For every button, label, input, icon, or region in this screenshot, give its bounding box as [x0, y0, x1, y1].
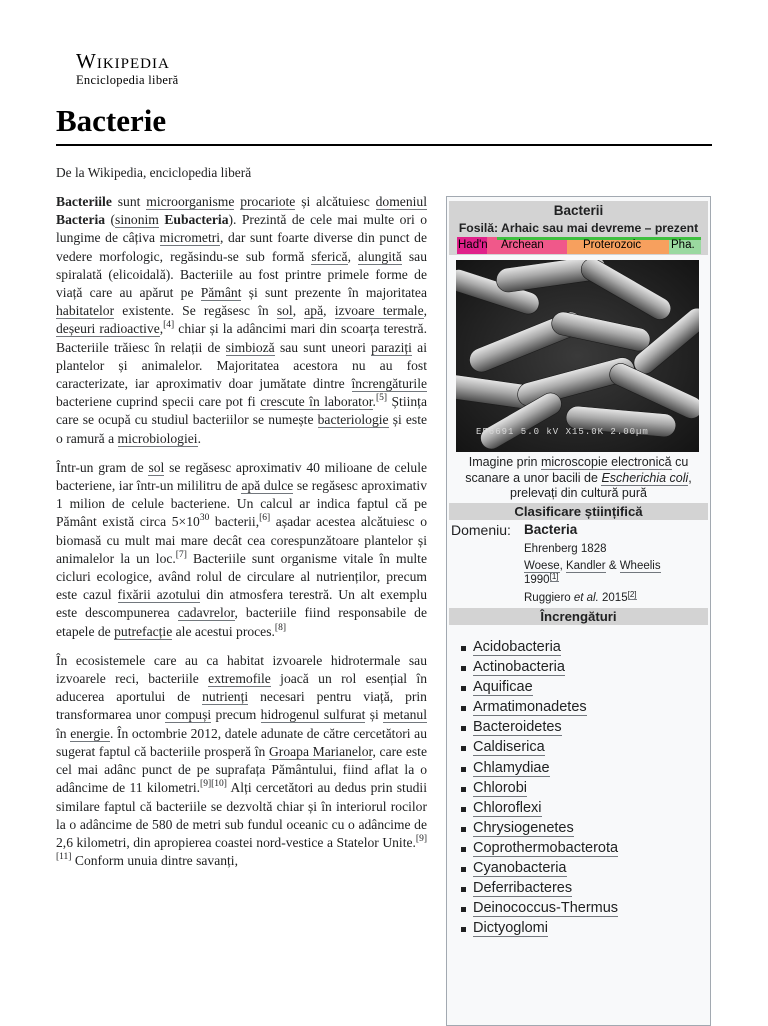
ref-link[interactable]: [7] — [175, 549, 187, 560]
phylum-link[interactable]: Armatimonadetes — [473, 699, 587, 716]
phylum-item — [461, 778, 618, 798]
link[interactable]: paraziți — [371, 339, 412, 355]
link[interactable]: simbioză — [225, 339, 275, 355]
svg-text:EF6691 5.0 kV X15.0K 2.00µm: EF6691 5.0 kV X15.0K 2.00µm — [476, 427, 649, 437]
link[interactable]: compuși — [165, 707, 212, 723]
phylum-link[interactable]: Coprothermobacterota — [473, 839, 619, 856]
ref-link[interactable]: [6] — [259, 513, 271, 524]
phylum-item — [461, 858, 618, 878]
paragraph-3: În ecosistemele care au ca habitat izvoarele hidrotermale sau izvoarele reci, bacteriile extremofile joacă un rol esențial în aducerea aportului de nutrienți necesari pentru viață, prin transformarea unor compuși precum hidrogenul sulfurat și metanul în energie. În octombrie 2012, datele adunate de către cercetători au sugerat faptul că bacteriile prosperă în Groapa Marianelor, care este cel mai adânc punct de pe suprafața Pământului, fiind aflat la o adâncime de 11 kilometri.[9][10] Alți cercetători au dedus prin studii similare faptul că bacteriile se dezvoltă chiar și în interiorul rocilor la o adâncime de 580 de metri sub fundul oceanic cu o adâncime de 2,6 kilometri, din apropierea coastei nord-vestice a Statelor Unite.[9][11] Conform unuia dintre savanți, — [56, 652, 427, 869]
caption-link[interactable]: Escherichia coli — [601, 470, 689, 485]
link[interactable]: habitatelor — [56, 303, 115, 319]
link[interactable]: bacteriologie — [317, 412, 389, 428]
ref-link[interactable]: [1] — [549, 572, 559, 581]
domain-label: Domeniu: — [451, 522, 511, 538]
infobox-title: Bacterii — [553, 203, 604, 218]
phylum-item — [461, 818, 618, 838]
phylum-item — [461, 898, 618, 918]
paragraph-1: Bacteriile sunt microorganisme procariote și alcătuiesc domeniul Bacteria (sinonim Eubacteria). Prezintă de cele mai multe ori o lungime de câțiva micrometri, dar sunt foarte diverse din punct de vedere morfologic, regăsindu-se sub formă sferică, alungită sau spiralată (elicoidală). Bacteriile au fost printre primele forme de viață care au apărut pe Pământ și sunt prezente în majoritatea habitatelor existente. Se regăsesc în sol, apă, izvoare termale, deșeuri radioactive,[4] chiar și la adâncimi mari din scoarța terestră. Bacteriile trăiesc în relații de simbioză sau sunt uneori paraziți ai plantelor și animalelor. Majoritatea acestora nu au fost caracterizate, iar aproximativ doar jumătate dintre încrengăturile bacteriene cuprind specii care pot fi crescute în laborator.[5] Știința care se ocupă cu studiul bacteriilor se numește bacteriologie și este o ramură a microbiologiei. — [56, 194, 428, 446]
link[interactable]: Groapa Marianelor — [268, 743, 373, 759]
wikipedia-logo[interactable] — [76, 50, 179, 87]
link[interactable]: crescute în laborator — [260, 394, 373, 410]
image-caption: Imagine prin microscopie electronică cu scanare a unor bacili de Escherichia coli, prelevați din cultură pură — [465, 455, 692, 500]
phylum-item — [461, 758, 618, 778]
link[interactable]: metanul — [383, 707, 427, 723]
link[interactable]: deșeuri radioactive — [56, 321, 160, 337]
geologic-timeline[interactable] — [457, 237, 701, 254]
phylum-link[interactable]: Cyanobacteria — [473, 860, 567, 877]
phylum-link[interactable]: Acidobacteria — [473, 639, 561, 655]
timeline-label: Had'n — [458, 239, 488, 251]
logo-tagline: Enciclopedia liberă — [76, 73, 179, 87]
link[interactable]: apă — [304, 303, 324, 319]
phylum-item — [461, 737, 618, 757]
ref-link[interactable]: [9] — [200, 779, 212, 790]
ref-link[interactable]: [10] — [211, 779, 227, 790]
phylum-link[interactable]: Dictyoglomi — [473, 920, 548, 937]
authority-link[interactable]: Woese — [524, 560, 560, 572]
phylum-link[interactable]: Chlorobi — [473, 779, 527, 796]
phylum-item — [461, 657, 618, 677]
link[interactable]: micrometri — [159, 230, 221, 246]
link[interactable]: putrefacție — [114, 623, 173, 639]
ref-link[interactable]: [8] — [274, 622, 286, 633]
link[interactable]: izvoare termale — [334, 303, 424, 319]
phylum-item — [461, 717, 618, 737]
timeline-label: Pha. — [671, 239, 695, 251]
phylum-item — [461, 697, 618, 717]
title-divider — [56, 144, 712, 146]
authority-link[interactable]: Wheelis — [619, 560, 661, 572]
link[interactable]: cadavrelor — [177, 605, 235, 621]
link[interactable]: hidrogenul sulfurat — [260, 707, 366, 723]
phylum-link[interactable]: Deferribacteres — [473, 880, 573, 897]
link[interactable]: energie — [70, 725, 110, 741]
authority: Ruggiero et al. 2015[2] — [524, 590, 637, 604]
authority-link[interactable]: Kandler — [565, 560, 606, 572]
page-title: Bacterie — [56, 103, 167, 138]
phylum-link[interactable]: Caldiserica — [473, 739, 545, 756]
phylum-item — [461, 798, 618, 818]
infobox-header — [449, 201, 708, 255]
authority: 1990[1] — [524, 572, 559, 586]
link[interactable]: sferică — [311, 248, 348, 264]
link[interactable]: apă dulce — [241, 478, 294, 494]
caption-link[interactable]: microscopie electronică — [540, 455, 672, 469]
phyla-list — [461, 637, 618, 938]
phylum-item — [461, 918, 618, 938]
phyla-header: Încrengături — [449, 608, 708, 625]
timeline-label: Archean — [501, 239, 544, 251]
link[interactable]: încrengăturile — [351, 376, 427, 392]
link[interactable]: nutrienți — [202, 689, 249, 705]
link[interactable]: Pământ — [200, 285, 242, 301]
paragraph-2: Într-un gram de sol se regăsesc aproximativ 40 milioane de celule bacteriene, iar într-un mililitru de apă dulce se regăsesc aproximativ 1 milion de celule bacteriene. Un calcul ar indica faptul că pe Pământ există circa $5\times 10^{30}$ bacterii,[6] așadar acestea alcătuiesc o biomasă cu mult mai mare decât cea corespunzătoare plantelor și animalelor la un loc.[7] Bacteriile sunt organisme vitale în multe cicluri ecologice, având rolul de circulare al nutrienților, precum este cazul fixării azotului din atmosfera terestră. Un alt exemplu este descompunerea cadavrelor, bacteriile fiind responsabile de etapele de putrefacție ale acestui proces.[8] — [56, 459, 428, 639]
ref-link[interactable]: [11] — [56, 852, 72, 863]
ref-link[interactable]: [5] — [375, 393, 388, 404]
exponent: 30 — [199, 513, 210, 524]
domain-name: Bacteria — [524, 522, 578, 537]
link[interactable]: extremofile — [208, 671, 271, 687]
ref-link[interactable]: [9] — [415, 833, 427, 844]
phylum-item — [461, 838, 618, 858]
phylum-link[interactable]: Bacteroidetes — [473, 719, 562, 736]
article-body — [56, 193, 427, 881]
link[interactable]: microbiologiei — [117, 430, 198, 446]
ecoli-sem-image[interactable] — [456, 260, 699, 452]
link[interactable]: sol — [276, 303, 293, 319]
ref-link[interactable]: [2] — [627, 590, 637, 599]
phylum-link[interactable]: Chloroflexi — [473, 799, 542, 816]
infobox — [446, 196, 711, 1026]
link[interactable]: fixării azotului — [117, 587, 201, 603]
authority: Ehrenberg 1828 — [524, 543, 607, 555]
fossil-range: Fosilă: Arhaic sau mai devreme – prezent — [458, 221, 699, 235]
logo-wordmark: Wikipedia — [76, 49, 170, 73]
phylum-link[interactable]: Aquificae — [473, 679, 533, 696]
ecoli-sem-illustration — [456, 260, 699, 452]
page-subtitle: De la Wikipedia, enciclopedia liberă — [56, 165, 252, 180]
timeline-label: Proterozoic — [583, 239, 642, 251]
authority: Woese, Kandler & Wheelis — [524, 560, 661, 572]
classification-header: Clasificare științifică — [449, 503, 708, 520]
phylum-link[interactable]: Chrysiogenetes — [473, 819, 574, 836]
phylum-link[interactable]: Deinococcus-Thermus — [473, 900, 619, 917]
phylum-item — [461, 677, 618, 697]
link[interactable]: procariote — [240, 194, 296, 209]
phylum-item — [461, 878, 618, 898]
link[interactable]: microorganisme — [146, 194, 235, 209]
phylum-item — [461, 637, 618, 657]
link[interactable]: sinonim — [115, 212, 159, 228]
link[interactable]: domeniul — [375, 194, 427, 209]
phylum-link[interactable]: Actinobacteria — [473, 659, 565, 676]
link[interactable]: sol — [148, 459, 165, 475]
link[interactable]: alungită — [358, 248, 402, 264]
ref-link[interactable]: [4] — [163, 320, 175, 331]
phylum-link[interactable]: Chlamydiae — [473, 759, 550, 776]
